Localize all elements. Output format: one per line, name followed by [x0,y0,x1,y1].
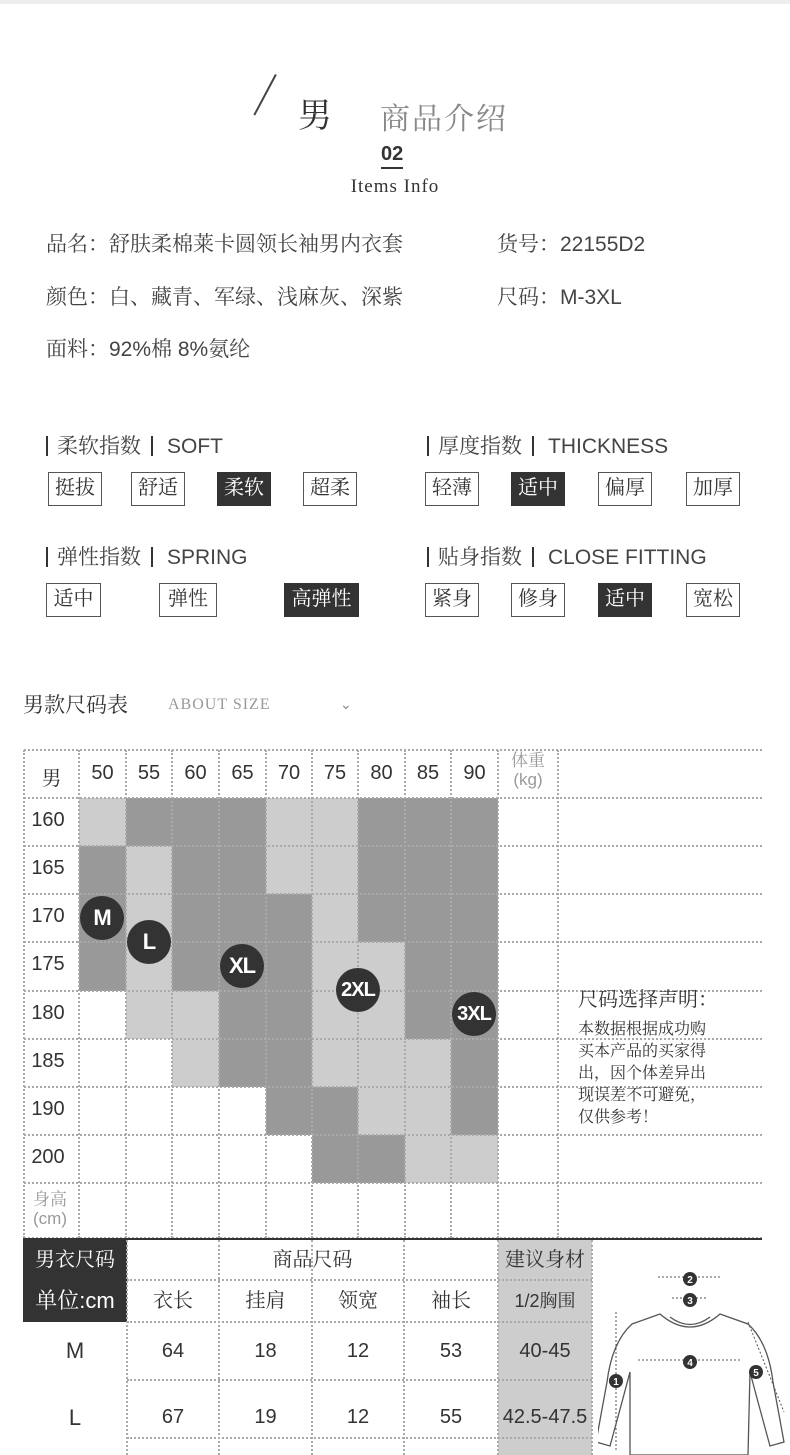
chevron-down-icon[interactable]: ⌄ [340,696,352,712]
size-grid-cell [451,1135,498,1183]
size-grid-cell [405,894,451,942]
title-slash [253,74,276,116]
size-grid-cell [266,798,312,846]
size-note-title: 尺码选择声明： [578,989,718,1011]
size-grid-cell [312,894,358,942]
note-line: 本数据根据成功购 [578,1021,707,1038]
size-grid-cell [451,846,498,894]
table-line [591,1240,593,1455]
table-column-header: 挂肩 [245,1290,286,1312]
index-option[interactable]: 适中 [598,583,652,617]
index-option[interactable]: 高弹性 [284,583,359,617]
table-line [127,1321,592,1323]
table-line [126,1240,128,1455]
size-grid-cell [312,1135,358,1183]
divider-bar [427,547,429,567]
table-cell: 64 [161,1340,185,1362]
size-chart-title: 男款尺码表 [23,694,128,717]
height-unit-label: (cm) [33,1209,67,1228]
size-grid-cell [266,894,312,942]
table-chest-cell: 42.5-47.5 [498,1380,592,1455]
index-name: 柔软指数 [57,435,141,458]
product-sizes: 尺码：M-3XL [497,286,622,309]
size-grid-cell [451,942,498,991]
weight-header: 65 [231,762,254,784]
divider-bar [151,547,153,567]
grid-line [24,845,762,847]
grid-line [311,750,313,1238]
grid-line [171,750,173,1238]
index-option[interactable]: 偏厚 [598,472,652,506]
weight-header: 85 [416,762,440,784]
index-option[interactable]: 宽松 [686,583,740,617]
size-grid-cell [358,1039,405,1087]
size-grid-cell [451,1087,498,1135]
size-grid-cell [312,1039,358,1087]
weight-unit-label: (kg) [513,770,543,789]
size-grid-cell [219,894,266,942]
grid-line [24,893,762,895]
table-group-header: 商品尺码 [272,1249,353,1271]
size-grid-cell [405,798,451,846]
size-grid-cell [79,942,126,991]
size-chart-title-en: ABOUT SIZE [168,696,271,713]
height-header: 180 [31,1002,65,1024]
index-option[interactable]: 轻薄 [425,472,479,506]
index-name-en: CLOSE FITTING [548,546,707,569]
size-grid-cell [172,942,219,991]
divider-bar [532,436,534,456]
grid-line [218,750,220,1238]
index-name-en: THICKNESS [548,435,669,458]
product-name: 品名：舒肤柔棉莱卡圆领长袖男内衣套 [46,233,403,256]
index-option[interactable]: 适中 [511,472,565,506]
page-title: 商品介绍 [380,103,508,136]
index-heading [427,541,707,571]
grid-line [78,750,80,1238]
size-grid-cell [266,846,312,894]
index-heading [427,430,668,460]
size-grid-cell [126,991,172,1039]
size-grid-cell [358,1087,405,1135]
size-grid-cell [266,991,312,1039]
table-line [218,1240,220,1455]
size-grid-cell [451,894,498,942]
product-fabric: 面料：92%棉 8%氨纶 [46,338,251,361]
weight-header: 80 [370,762,393,784]
gender-label: 男 [298,97,332,135]
size-grid-cell [266,1087,312,1135]
size-grid-cell [219,798,266,846]
shirt-measure-diagram [598,1262,790,1455]
table-column-header: 领宽 [338,1290,378,1312]
size-grid-cell [126,798,172,846]
table-line [497,1240,499,1455]
index-option[interactable]: 修身 [511,583,565,617]
table-row-size: M [65,1338,85,1363]
size-grid-cell [312,846,358,894]
grid-line [125,750,127,1238]
grid-line [450,750,452,1238]
section-subtitle: Items Info [350,176,440,197]
weight-unit-label: 体重 [511,751,545,770]
diagram-marker-group [609,1272,763,1388]
table-row-size: L [68,1405,82,1430]
divider-bar [46,436,48,456]
diagram-marker-label: 4 [687,1358,693,1369]
weight-header: 90 [463,762,486,784]
grid-line [24,1134,762,1136]
table-cell: 12 [346,1406,370,1428]
index-option[interactable]: 弹性 [159,583,217,617]
top-divider [0,0,790,4]
size-grid-cell [266,1039,312,1087]
size-grid-cell [172,846,219,894]
table-cell: 19 [254,1406,277,1428]
table-cell: 67 [161,1406,185,1428]
grid-line [497,750,499,1238]
grid-corner-label: 男 [41,768,62,790]
note-line: 现误差不可避免， [578,1087,707,1104]
size-grid-cell [405,1135,451,1183]
size-grid-cell [79,846,126,894]
size-grid-cell [219,991,266,1039]
size-grid-cell [405,846,451,894]
index-option[interactable]: 适中 [46,583,101,617]
size-grid-cell [172,1039,219,1087]
size-marker: 3XL [452,992,496,1036]
size-grid-cell [405,942,451,991]
table-cell: 12 [346,1340,370,1362]
size-grid-cell [172,894,219,942]
size-grid-cell [405,991,451,1039]
size-grid-cell [358,894,405,942]
grid-line [24,749,762,751]
size-grid-cell [358,798,405,846]
size-marker: M [80,896,124,940]
table-size-label: 男衣尺码 [23,1240,127,1280]
index-heading [46,541,248,571]
divider-bar [151,436,153,456]
height-header: 185 [31,1050,65,1072]
size-grid-cell [219,846,266,894]
size-grid-cell [451,798,498,846]
table-chest-header: 1/2胸围 [498,1280,592,1322]
grid-line [265,750,267,1238]
height-header: 170 [31,905,65,927]
index-option[interactable]: 柔软 [217,472,271,506]
size-marker: 2XL [336,968,380,1012]
divider-bar [46,547,48,567]
section-number: 02 [381,143,403,169]
height-header: 190 [31,1098,65,1120]
table-cell: 53 [439,1340,463,1362]
table-line [311,1240,313,1455]
diagram-marker-label: 3 [687,1296,693,1307]
table-top-rule [23,1238,762,1240]
index-name-en: SOFT [167,435,223,458]
table-column-header: 衣长 [153,1290,193,1312]
grid-line [24,797,762,799]
table-line [127,1379,592,1381]
weight-header: 60 [184,762,207,784]
size-grid-cell [358,846,405,894]
product-colors: 颜色：白、藏青、军绿、浅麻灰、深紫 [46,286,403,309]
divider-bar [427,436,429,456]
diagram-marker-label: 1 [613,1377,619,1388]
table-cell: 18 [254,1340,277,1362]
size-marker: XL [220,944,264,988]
index-option[interactable]: 舒适 [131,472,185,506]
index-name: 贴身指数 [438,546,522,569]
table-cell: 55 [439,1406,463,1428]
item-number: 货号：22155D2 [497,233,646,256]
height-unit-label: 身高 [33,1190,67,1209]
size-grid-cell [451,1039,498,1087]
size-grid-cell [405,1087,451,1135]
table-suggest-header: 建议身材 [498,1240,592,1280]
note-line: 买本产品的买家得 [578,1043,707,1060]
divider-bar [532,547,534,567]
table-chest-cell: 40-45 [498,1322,592,1380]
table-column-header: 袖长 [431,1290,471,1312]
size-grid-cell [79,798,126,846]
table-line [127,1279,592,1281]
size-grid-cell [405,1039,451,1087]
size-grid-cell [172,991,219,1039]
size-grid-cell [172,798,219,846]
size-marker: L [127,920,171,964]
index-option[interactable]: 紧身 [425,583,479,617]
index-name: 弹性指数 [57,546,141,569]
weight-header: 70 [277,762,301,784]
grid-line [557,750,559,1238]
grid-line [24,1182,762,1184]
size-grid-cell [312,798,358,846]
size-grid-cell [358,1135,405,1183]
size-grid-cell [312,1087,358,1135]
table-line [403,1240,405,1455]
diagram-marker-label: 2 [687,1275,693,1286]
note-line: 出，因个体差异出 [578,1065,707,1082]
index-option[interactable]: 加厚 [686,472,740,506]
height-header: 165 [31,857,65,879]
index-name: 厚度指数 [438,435,522,458]
height-header: 200 [31,1146,65,1168]
diagram-marker-label: 5 [753,1368,759,1379]
height-header: 160 [31,809,65,831]
weight-header: 55 [137,762,161,784]
weight-header: 50 [91,762,114,784]
table-line [127,1437,592,1439]
index-name-en: SPRING [167,546,248,569]
index-option[interactable]: 挺拔 [48,472,102,506]
grid-line [404,750,406,1238]
weight-header: 75 [323,762,347,784]
index-heading [46,430,223,460]
height-header: 175 [31,953,65,975]
size-grid-cell [126,846,172,894]
index-option[interactable]: 超柔 [303,472,357,506]
table-unit-label: 单位:cm [23,1280,127,1322]
note-line: 仅供参考！ [578,1109,659,1126]
size-grid-cell [219,1039,266,1087]
size-grid-cell [266,942,312,991]
size-note-body [578,1019,706,1129]
